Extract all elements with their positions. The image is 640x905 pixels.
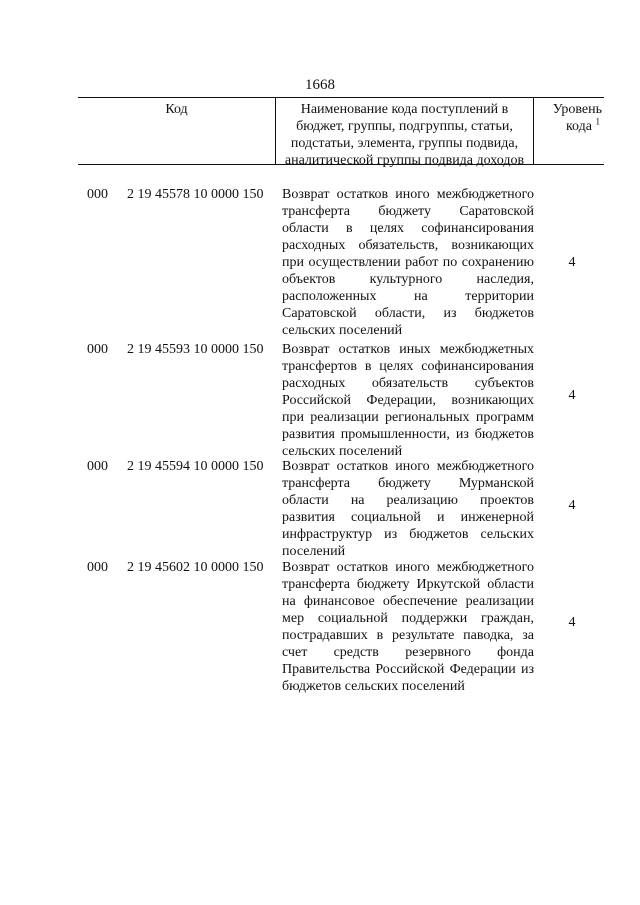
page-number: 1668 [305,77,335,93]
income-code: 2 19 45594 10 0000 150 [127,459,264,474]
code-level: 4 [568,388,576,403]
header-name: Наименование кода поступлений в бюджет, группы, подгруппы, статьи, подстатьи, элемента, группы подвида, аналитической группы подвида доходов [276,98,534,164]
header-code: Код [78,98,276,164]
income-code: 2 19 45602 10 0000 150 [127,560,264,575]
code-level: 4 [568,615,576,630]
income-code: 2 19 45578 10 0000 150 [127,187,264,202]
header-level [534,98,604,164]
admin-code: 000 [87,187,108,202]
income-name: Возврат остатков иного межбюджетного трансферта бюджету Мурманской области на реализацию проектов развития социальной и инженерной инфраструктур из бюджетов сельских поселений [282,459,534,559]
header-level-code-label [540,118,604,135]
table-header [78,97,604,168]
admin-code: 000 [87,342,108,357]
income-name: Возврат остатков иного межбюджетного трансферта бюджету Иркутской области на финансовое обеспечение реализации мер социальной поддержки граждан, пострадавших в результате паводка, за счет средств резервного фонда Правительства Российской Федерации из бюджетов сельских поселений [282,560,534,694]
header-level-label: Уровень [552,102,602,117]
admin-code: 000 [87,459,108,474]
income-code: 2 19 45593 10 0000 150 [127,342,264,357]
code-level: 4 [568,255,576,270]
income-name: Возврат остатков иного межбюджетного трансферта бюджету Саратовской области в целях софинансирования расходных обязательств, возникающих при осуществлении работ по сохранению объектов культурного наследия, расположенных на территории Саратовской области, из бюджетов сельских поселений [282,187,534,338]
admin-code: 000 [87,560,108,575]
footnote-marker: 1 [595,116,600,127]
code-level: 4 [568,498,576,513]
income-name: Возврат остатков иных межбюджетных трансфертов в целях софинансирования расходных обязательств субъектов Российской Федерации, возникающих при реализации региональных программ развития промышленности, из бюджетов сельских поселений [282,342,534,459]
header-level-code-text: кода [565,119,592,134]
